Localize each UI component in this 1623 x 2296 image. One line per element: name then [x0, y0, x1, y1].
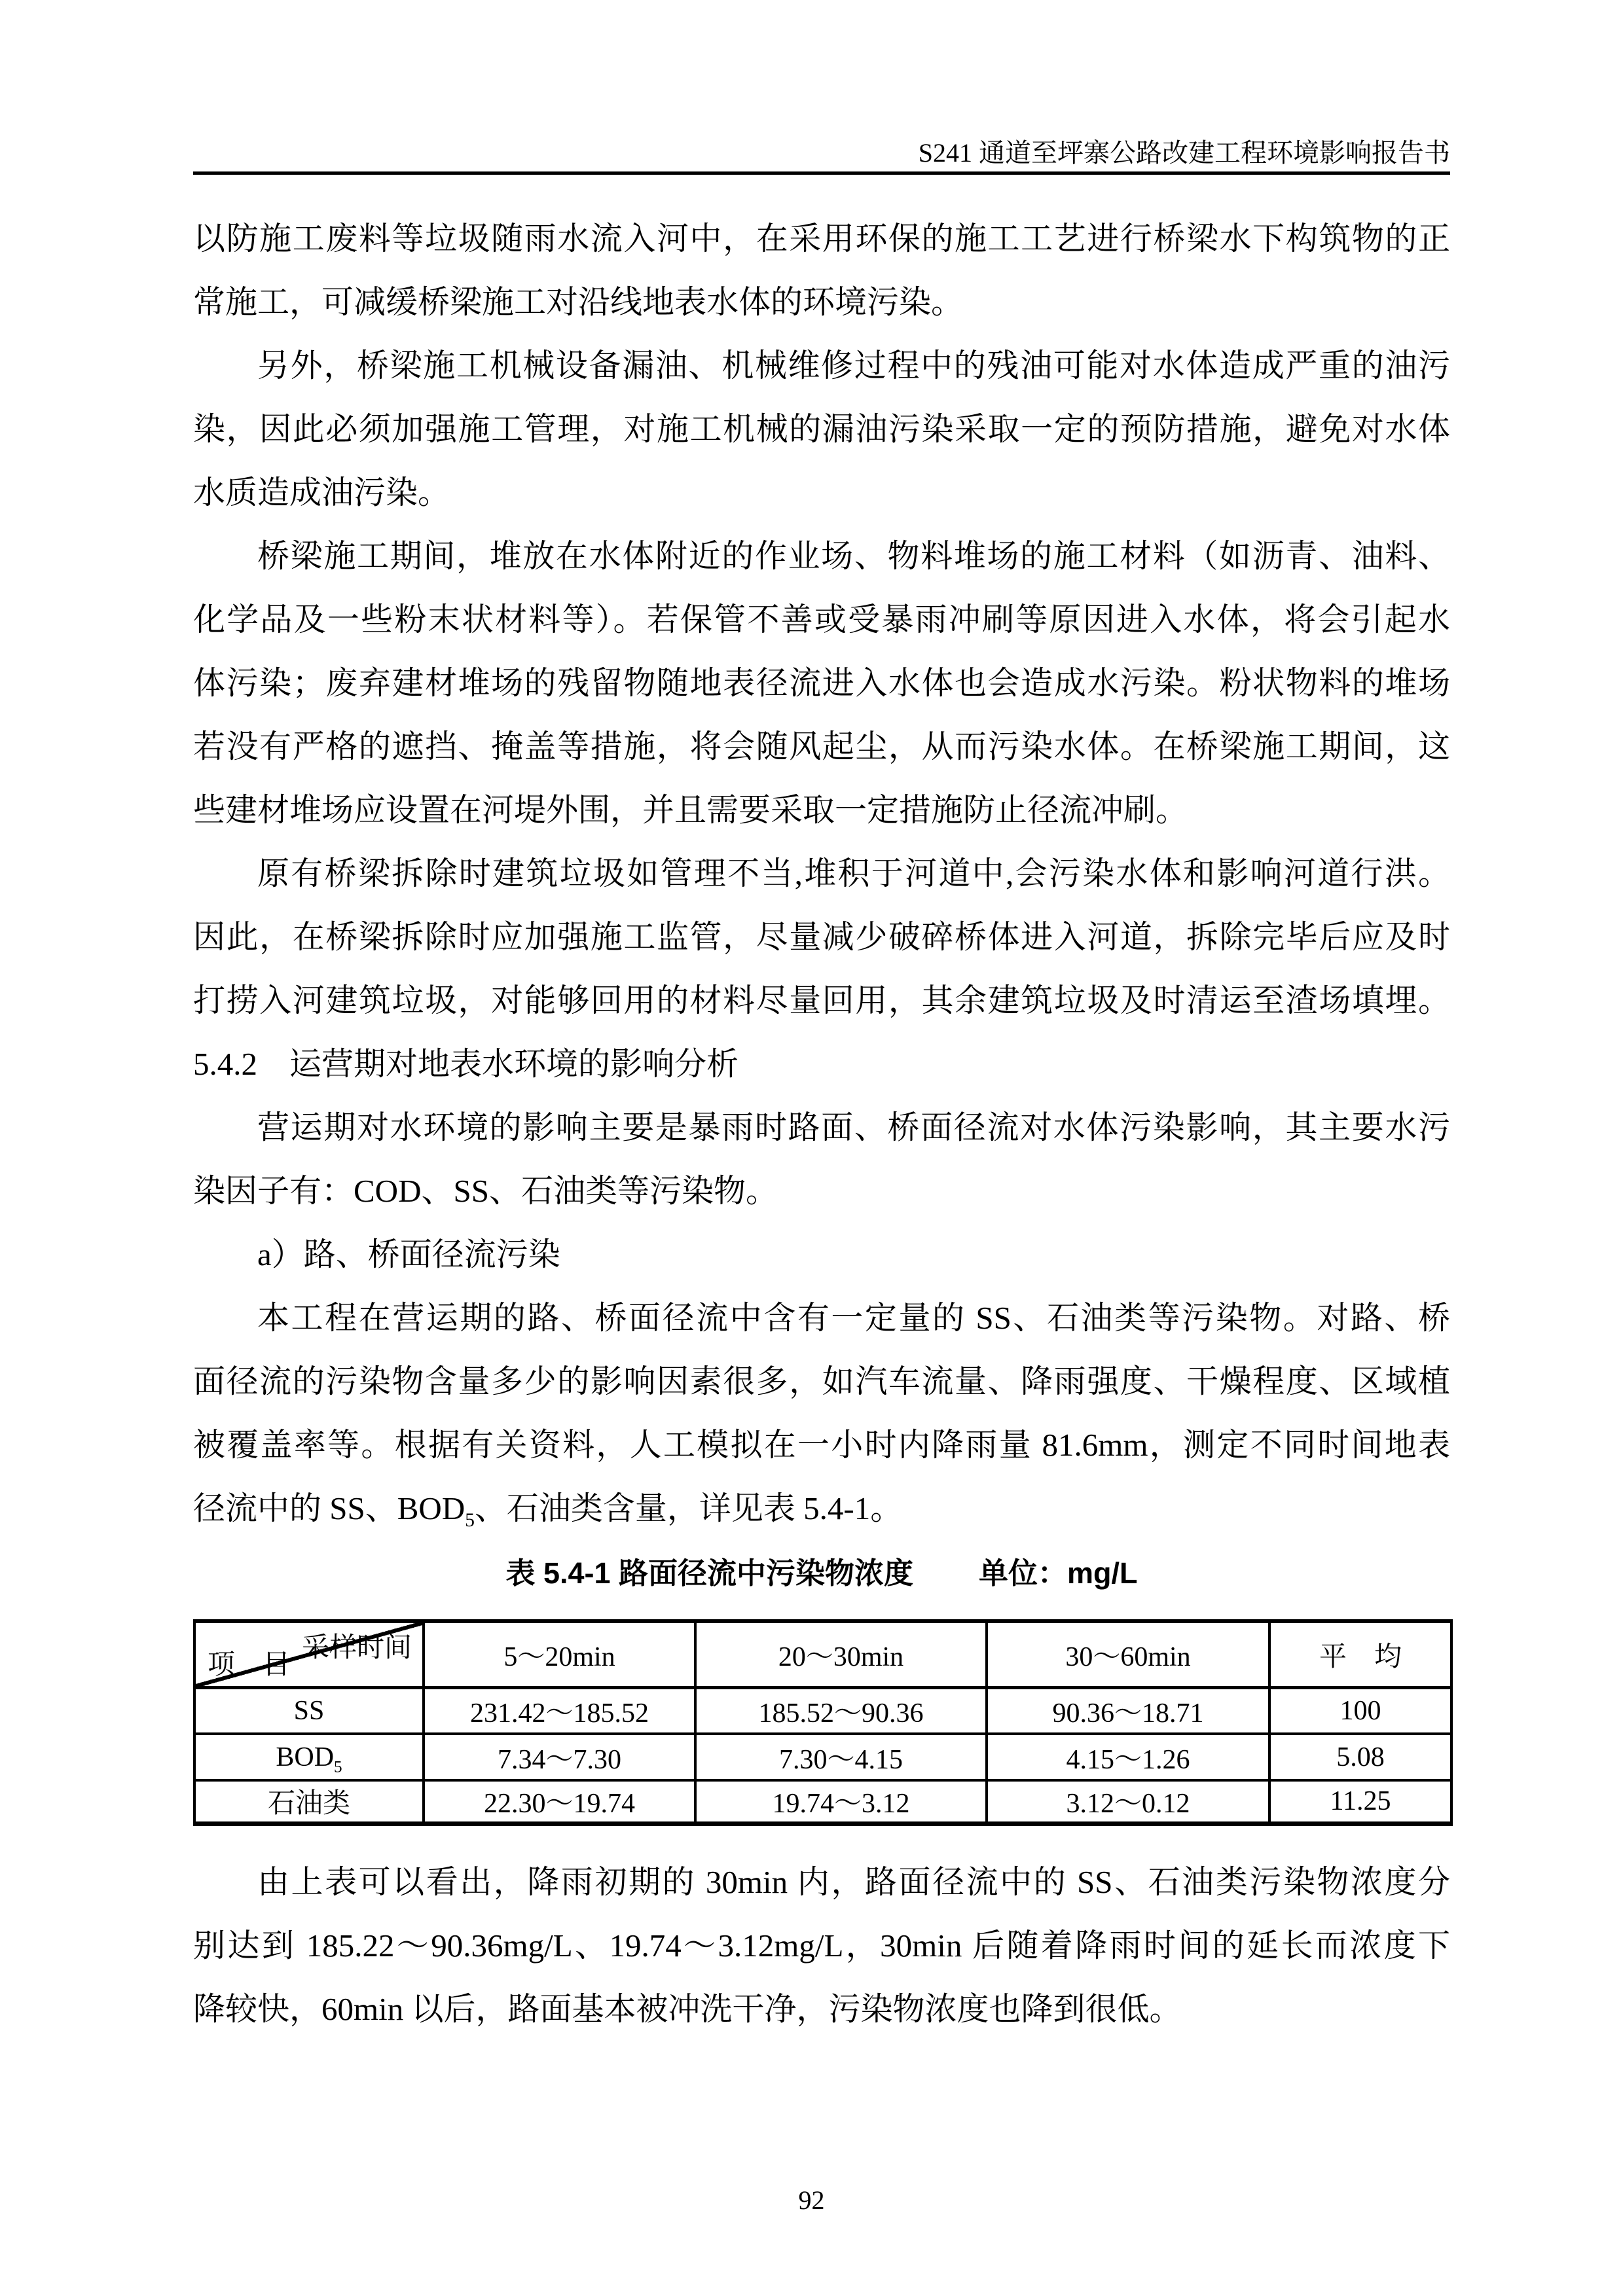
corner-label-item: 项 目: [208, 1649, 291, 1680]
table-row: [194, 1734, 1451, 1780]
table-cell: 4.15～1.26: [987, 1734, 1269, 1780]
column-header: 5～20min: [424, 1621, 695, 1687]
corner-label-sampling-time: 采样时间: [301, 1633, 412, 1663]
text-line: 被覆盖率等。根据有关资料，人工模拟在一小时内降雨量 81.6mm，测定不同时间地表: [193, 1427, 1450, 1463]
text-line: 染，因此必须加强施工管理，对施工机械的漏油污染采取一定的预防措施，避免对水体: [193, 411, 1450, 447]
table-cell: 185.52～90.36: [695, 1687, 987, 1734]
table-cell: 90.36～18.71: [987, 1687, 1269, 1734]
table-caption-row: [193, 1554, 1450, 1592]
table-cell: 7.30～4.15: [695, 1734, 987, 1780]
text-line: 原有桥梁拆除时建筑垃圾如管理不当,堆积于河道中,会污染水体和影响河道行洪。: [257, 855, 1450, 891]
column-header: 30～60min: [987, 1621, 1269, 1687]
table-cell: 7.34～7.30: [424, 1734, 695, 1780]
table-cell: 231.42～185.52: [424, 1687, 695, 1734]
text-line: 常施工，可减缓桥梁施工对沿线地表水体的环境污染。: [193, 284, 964, 320]
pollutant-concentration-table: [193, 1619, 1453, 1826]
table-corner-cell: [194, 1621, 424, 1687]
row-label: $BOD_5$: [194, 1734, 424, 1780]
column-header: 平 均: [1269, 1621, 1451, 1687]
text-line: 染因子有：COD、SS、石油类等污染物。: [193, 1173, 778, 1209]
text-line: 因此，在桥梁拆除时应加强施工监管，尽量减少破碎桥体进入河道，拆除完毕后应及时: [193, 919, 1450, 955]
text-line: 面径流的污染物含量多少的影响因素很多，如汽车流量、降雨强度、干燥程度、区域植: [193, 1363, 1450, 1399]
row-label: SS: [194, 1687, 424, 1734]
row-label: 石油类: [194, 1780, 424, 1823]
table-cell: 19.74～3.12: [695, 1780, 987, 1823]
page-content: [193, 207, 1450, 2041]
text-line: 若没有严格的遮挡、掩盖等措施，将会随风起尘，从而污染水体。在桥梁施工期间，这: [193, 728, 1450, 764]
table-cell: 3.12～0.12: [987, 1780, 1269, 1823]
table-cell: 22.30～19.74: [424, 1780, 695, 1823]
table-row: [194, 1780, 1451, 1823]
text-line: 降较快，60min 以后，路面基本被冲洗干净，污染物浓度也降到很低。: [193, 1990, 1182, 2027]
table-row: [194, 1687, 1451, 1734]
text-line: 另外，桥梁施工机械设备漏油、机械维修过程中的残油可能对水体造成严重的油污: [257, 348, 1450, 384]
table-caption: 表 5.4-1 路面径流中污染物浓度: [505, 1556, 914, 1590]
section-heading: 5.4.2 运营期对地表水环境的影响分析: [193, 1046, 739, 1082]
text-line: 以防施工废料等垃圾随雨水流入河中，在采用环保的施工工艺进行桥梁水下构筑物的正: [193, 221, 1450, 257]
text-line: 打捞入河建筑垃圾，对能够回用的材料尽量回用，其余建筑垃圾及时清运至渣场填埋。: [193, 982, 1450, 1018]
body-text-block: [193, 207, 1450, 1540]
text-line: 化学品及一些粉末状材料等）。若保管不善或受暴雨冲刷等原因进入水体，将会引起水: [193, 601, 1450, 637]
text-line: 桥梁施工期间，堆放在水体附近的作业场、物料堆场的施工材料（如沥青、油料、: [257, 538, 1450, 574]
text-line: 营运期对水环境的影响主要是暴雨时路面、桥面径流对水体污染影响，其主要水污: [257, 1109, 1450, 1145]
running-header: S241 通道至坪寨公路改建工程环境影响报告书: [918, 138, 1450, 168]
table-cell: 11.25: [1269, 1780, 1451, 1823]
subsection-heading: a）路、桥面径流污染: [257, 1236, 560, 1272]
text-line: 些建材堆场应设置在河堤外围，并且需要采取一定措施防止径流冲刷。: [193, 792, 1188, 828]
table-cell: 100: [1269, 1687, 1451, 1734]
text-line: 本工程在营运期的路、桥面径流中含有一定量的 SS、石油类等污染物。对路、桥: [257, 1300, 1450, 1336]
after-table-text-block: [193, 1850, 1450, 2041]
text-line: 由上表可以看出，降雨初期的 30min 内，路面径流中的 SS、石油类污染物浓度分: [257, 1863, 1450, 1900]
text-line: 别达到 185.22～90.36mg/L、19.74～3.12mg/L，30min 后随着降雨时间的延长而浓度下: [193, 1927, 1450, 1964]
column-header: 20～30min: [695, 1621, 987, 1687]
page-number: 92: [798, 2185, 825, 2215]
table-unit: 单位：mg/L: [979, 1556, 1138, 1590]
table-cell: 5.08: [1269, 1734, 1451, 1780]
header-rule: [193, 171, 1450, 175]
text-line: 径流中的 SS、$BOD_5$、石油类含量，详见表 5.4-1。: [193, 1490, 903, 1531]
table-header-row: [194, 1621, 1451, 1687]
text-line: 水质造成油污染。: [193, 475, 450, 511]
text-line: 体污染；废弃建材堆场的残留物随地表径流进入水体也会造成水污染。粉状物料的堆场: [193, 665, 1450, 701]
